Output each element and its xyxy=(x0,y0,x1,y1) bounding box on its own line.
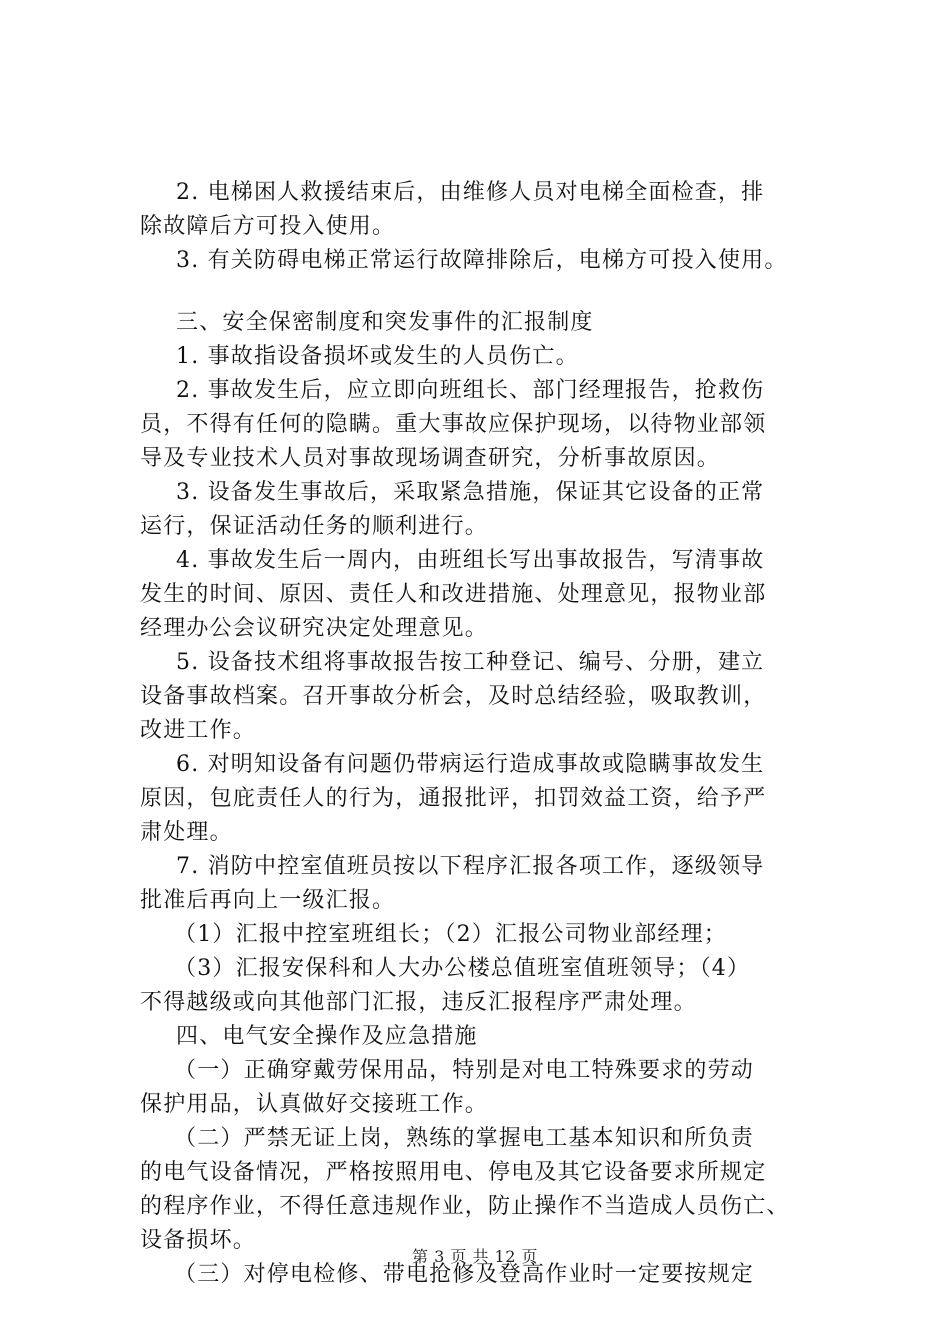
paragraph-line: 2. 事故发生后，应立即向班组长、部门经理报告，抢救伤 xyxy=(176,378,765,403)
paragraph-line: 的程序作业，不得任意违规作业，防止操作不当造成人员伤亡、 xyxy=(140,1194,790,1219)
paragraph-line: （1）汇报中控室班组长；（2）汇报公司物业部经理； xyxy=(174,922,727,947)
paragraph-line: 批准后再向上一级汇报。 xyxy=(140,888,396,913)
paragraph-line: 3. 设备发生事故后，采取紧急措施，保证其它设备的正常 xyxy=(176,480,765,505)
paragraph-line: 2. 电梯困人救援结束后，由维修人员对电梯全面检查，排 xyxy=(176,180,765,205)
paragraph-line: 肃处理。 xyxy=(140,820,233,845)
paragraph-line: 改进工作。 xyxy=(140,718,257,743)
paragraph-line: 保护用品，认真做好交接班工作。 xyxy=(140,1092,489,1117)
paragraph-line: 经理办公会议研究决定处理意见。 xyxy=(140,616,489,641)
paragraph-line: 导及专业技术人员对事故现场调查研究，分析事故原因。 xyxy=(140,446,721,471)
paragraph-line: 员，不得有任何的隐瞒。重大事故应保护现场，以待物业部领 xyxy=(140,412,767,437)
section-heading: 三、安全保密制度和突发事件的汇报制度 xyxy=(176,310,594,335)
page-number-footer: 第 3 页 共 12 页 xyxy=(412,1247,538,1266)
paragraph-line: 6. 对明知设备有问题仍带病运行造成事故或隐瞒事故发生 xyxy=(176,752,765,777)
paragraph-line: 4. 事故发生后一周内，由班组长写出事故报告，写清事故 xyxy=(176,548,765,573)
paragraph-line: （一）正确穿戴劳保用品，特别是对电工特殊要求的劳动 xyxy=(174,1058,755,1083)
paragraph-line: 7. 消防中控室值班员按以下程序汇报各项工作，逐级领导 xyxy=(176,854,765,879)
section-heading: 四、电气安全操作及应急措施 xyxy=(176,1024,478,1049)
paragraph-line: 不得越级或向其他部门汇报，违反汇报程序严肃处理。 xyxy=(140,990,697,1015)
paragraph-line: 1. 事故指设备损坏或发生的人员伤亡。 xyxy=(176,344,579,369)
paragraph-line: 5. 设备技术组将事故报告按工种登记、编号、分册，建立 xyxy=(176,650,765,675)
paragraph-line: （3）汇报安保科和人大办公楼总值班室值班领导；（4） xyxy=(174,956,751,981)
paragraph-line: （三）对停电检修、带电抢修及登高作业时一定要按规定 xyxy=(174,1262,755,1287)
paragraph-gap xyxy=(140,278,840,306)
paragraph-line: 运行，保证活动任务的顺利进行。 xyxy=(140,514,489,539)
paragraph-line: 发生的时间、原因、责任人和改进措施、处理意见，报物业部 xyxy=(140,582,767,607)
paragraph-line: 除故障后方可投入使用。 xyxy=(140,214,396,239)
document-body xyxy=(140,176,840,1292)
paragraph-line: 设备损坏。 xyxy=(140,1228,257,1253)
paragraph-line: 3. 有关防碍电梯正常运行故障排除后，电梯方可投入使用。 xyxy=(176,248,788,273)
paragraph-line: 设备事故档案。召开事故分析会，及时总结经验，吸取教训， xyxy=(140,684,767,709)
paragraph-line: （二）严禁无证上岗，熟练的掌握电工基本知识和所负责 xyxy=(174,1126,755,1151)
paragraph-line: 的电气设备情况，严格按照用电、停电及其它设备要求所规定 xyxy=(140,1160,767,1185)
paragraph-line: 原因，包庇责任人的行为，通报批评，扣罚效益工资，给予严 xyxy=(140,786,767,811)
